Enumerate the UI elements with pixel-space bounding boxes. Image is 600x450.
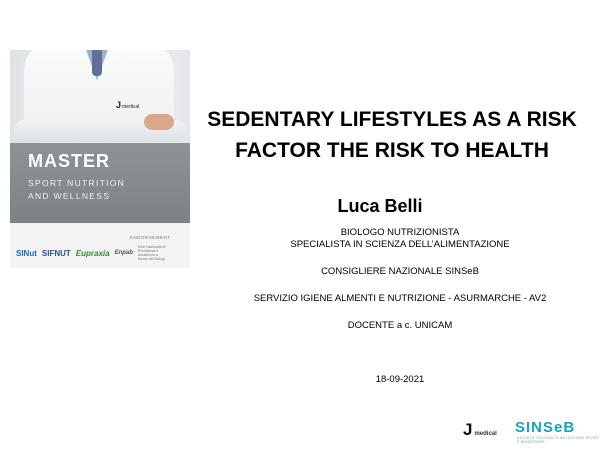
jmedical-logo-text: medical [474, 431, 497, 437]
author-role-biologist: BIOLOGO NUTRIZIONISTA [340, 227, 460, 238]
author-service: SERVIZIO IGIENE ALMENTI E NUTRIZIONE - ASURMARCHE - AV2 [253, 293, 547, 304]
sinut-logo: SINut [16, 248, 37, 258]
jmedical-logo [463, 420, 497, 440]
master-promo-image [10, 50, 190, 268]
course-name-line1: SPORT NUTRITION [28, 178, 126, 188]
master-heading: MASTER [28, 151, 110, 171]
sinseb-logo-tagline: SOCIETÀ ITALIANA DI NUTRIZIONE SPORT E BENESSERE [517, 436, 599, 444]
jmedical-logo-j: J [463, 420, 473, 439]
sinseb-logo: SINSeB [515, 419, 576, 436]
eupraxia-logo: Eupraxia [75, 248, 110, 258]
course-name-line2: AND WELLNESS [28, 191, 111, 201]
author-teaching: DOCENTE a c. UNICAM [347, 320, 453, 331]
sifnut-logo: SIFNUT [41, 248, 71, 258]
slide-title-line2: FACTOR THE RISK TO HEALTH [235, 139, 549, 162]
hand [144, 114, 174, 130]
author-council-role: CONSIGLIERE NAZIONALE SINSeB [321, 266, 479, 277]
slide-title [196, 104, 588, 166]
author-role-specialist: SPECIALISTA IN SCIENZA DELL’ALIMENTAZIONE [290, 239, 510, 250]
enpab-caption: Ente Nazionale di Previdenza e Assistenza a favore dei Biologi [137, 245, 166, 261]
master-band [10, 143, 190, 223]
endorsement-label: ENDORSEMENT [130, 235, 171, 240]
author-name: Luca Belli [337, 196, 423, 216]
slide-title-line1: SEDENTARY LIFESTYLES AS A RISK [207, 108, 577, 131]
coat-logo: Jmedical [116, 100, 140, 110]
enpab-logo: Enpab [114, 250, 133, 256]
doctor-photo [10, 50, 190, 143]
tie [92, 50, 102, 76]
presentation-date: 18-09-2021 [375, 374, 425, 385]
partner-logos [16, 243, 186, 263]
